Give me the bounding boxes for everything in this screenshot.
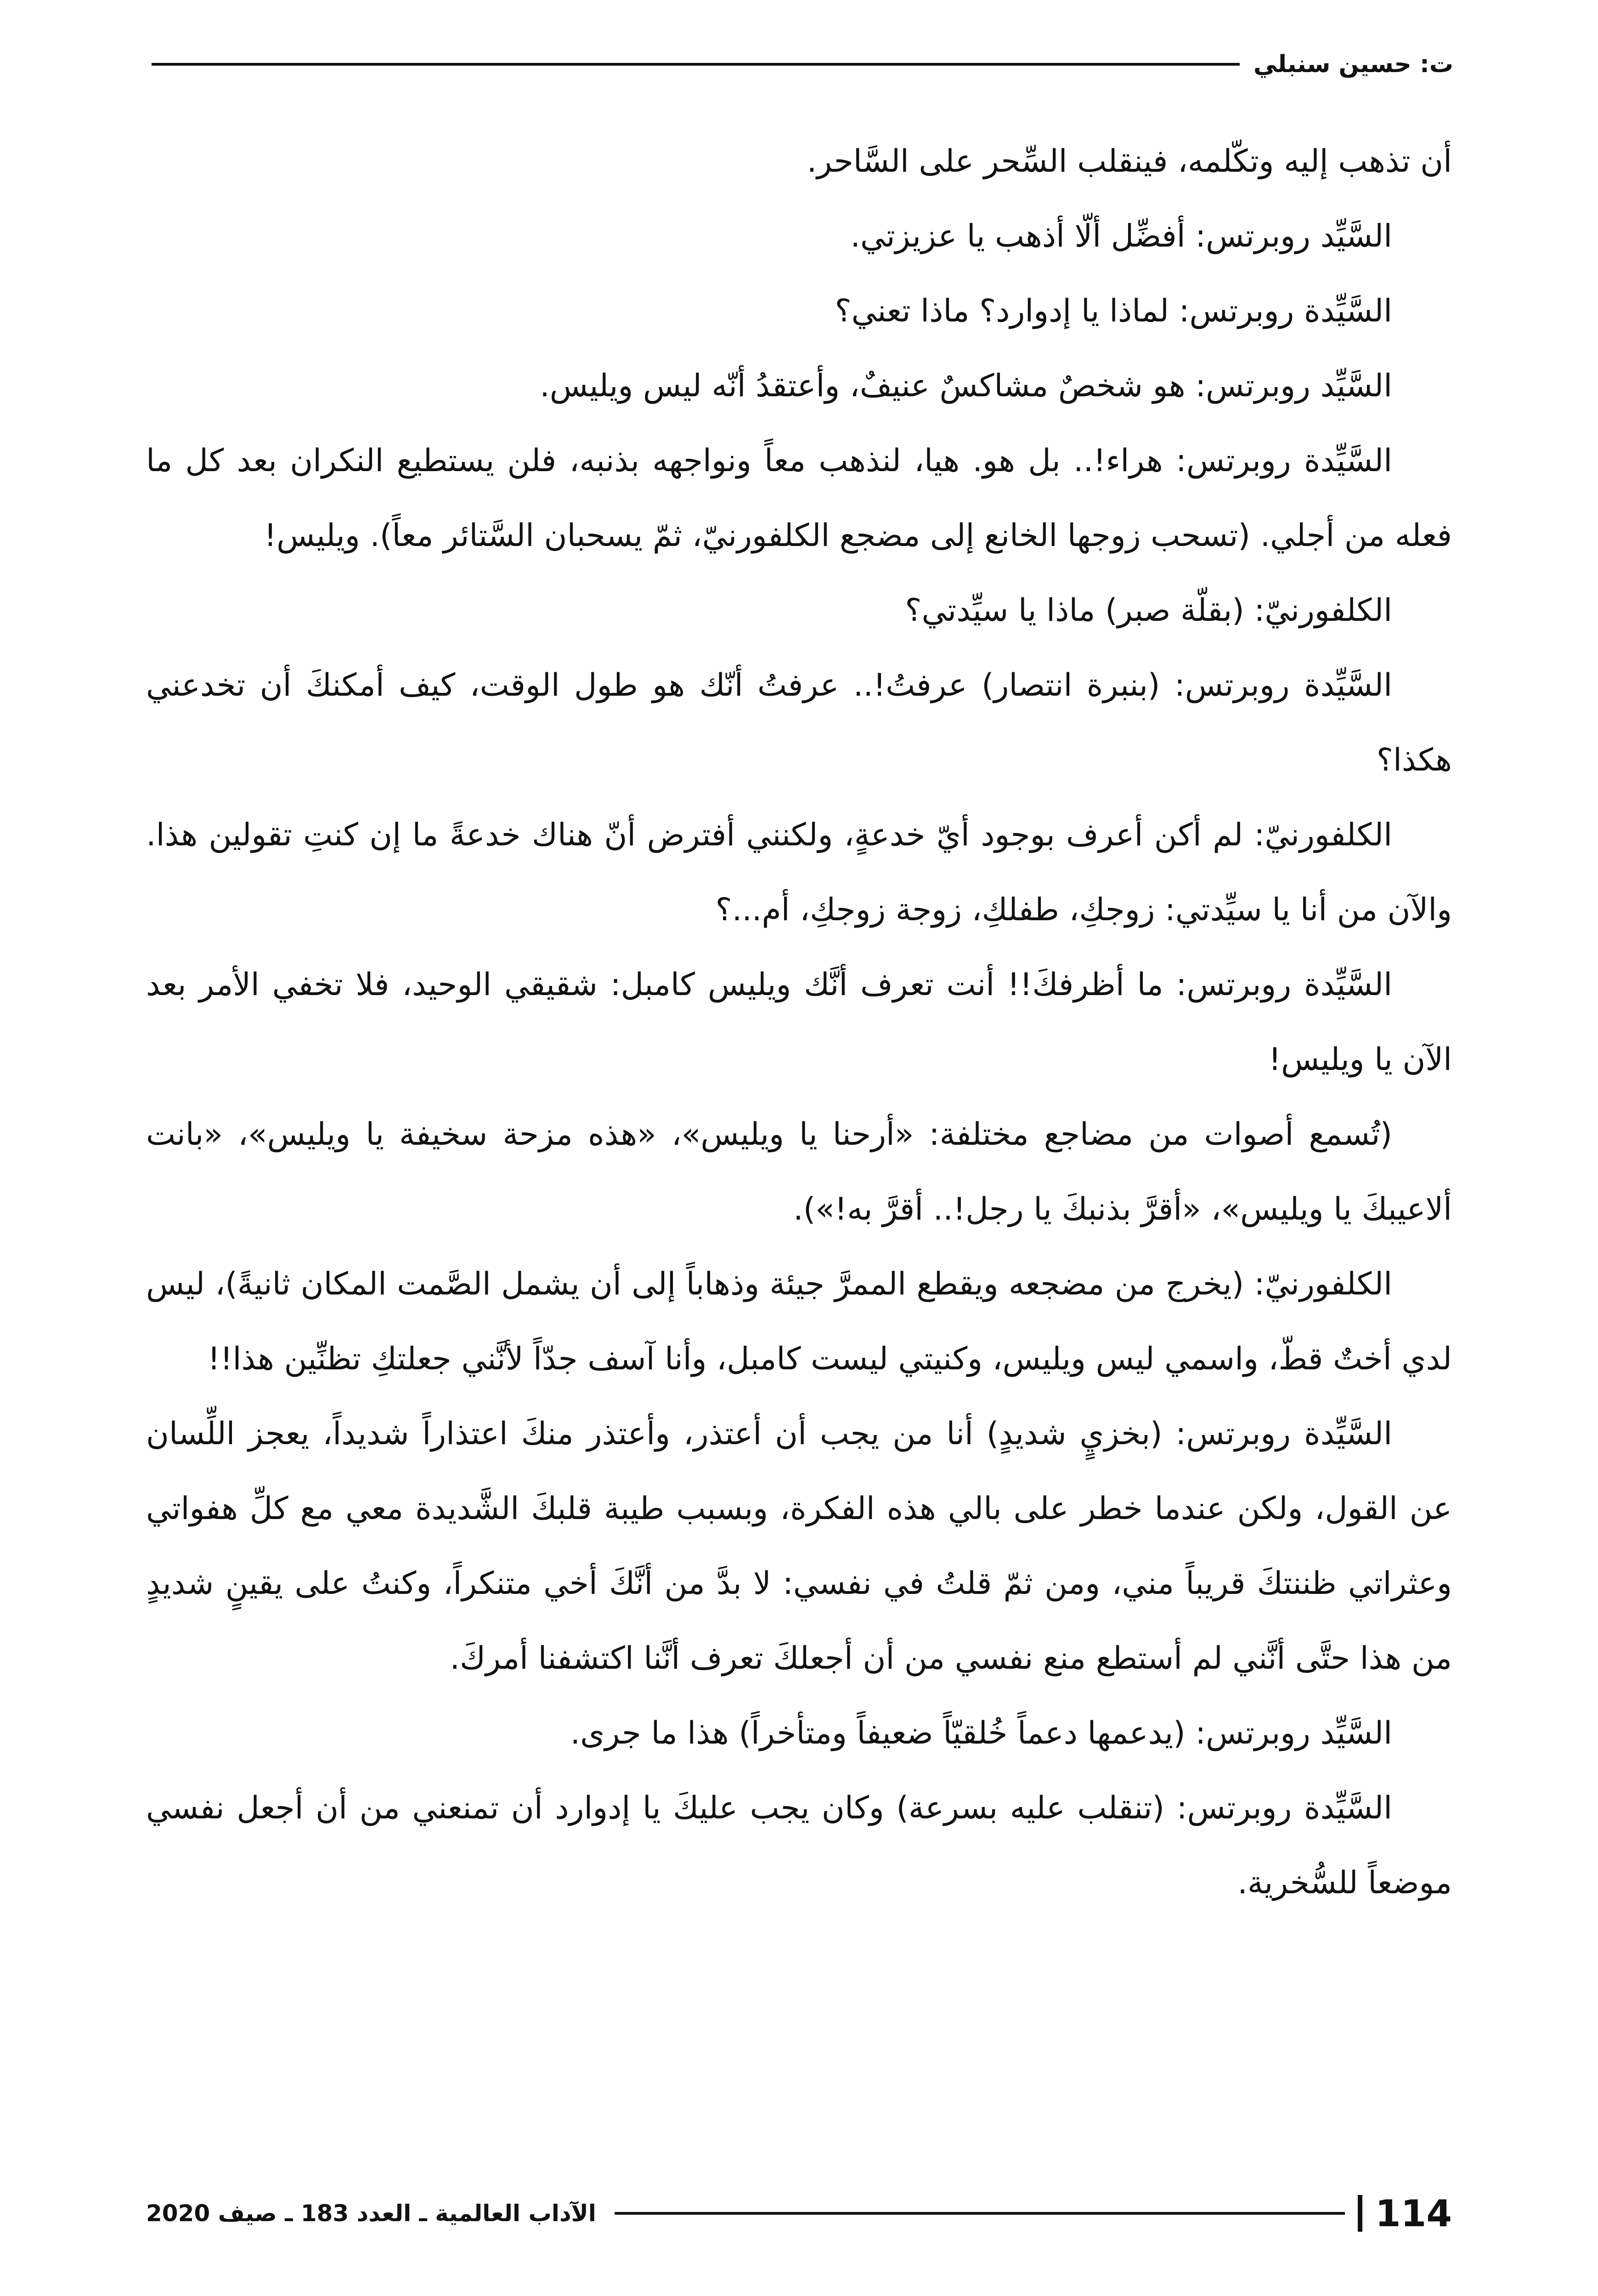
footer-rule [615,2212,1345,2215]
translator-name: ت: حسين سنبلي [1253,51,1453,78]
paragraph: السَّيِّدة روبرتس: (بخزيٍ شديدٍ) أنا من يجب أن أعتذر، وأعتذر منكَ اعتذاراً شديداً، يعجز اللِّسان عن القول، ولكن عندما خطر على بالي هذه الفكرة، وبسبب طيبة قلبكَ الشَّديدة معي مع كلِّ هفواتي وعثراتي ظننتكَ قريباً مني، ومن ثمّ قلتُ في نفسي: لا بدَّ من أنَّكَ أخي متنكراً، وكنتُ على يقينٍ شديدٍ من هذا حتَّى أنَّني لم أستطع منع نفسي من أن أجعلكَ تعرف أنَّنا اكتشفنا أمركَ. [146,1416,1452,1677]
body-text [146,124,1452,1920]
running-header [152,46,1453,83]
paragraph: أن تذهب إليه وتكّلمه، فينقلب السِّحر على السَّاحر. [807,143,1452,180]
paragraph: الكلفورنيّ: (يخرج من مضجعه ويقطع الممرَّ جيئة وذهاباً إلى أن يشمل الصَّمت المكان ثانيةً)، ليس لدي أختٌ قطّ، واسمي ليس ويليس، وكنيتي ليست كامبل، وأنا آسف جدّاً لأنَّني جعلتكِ تظنِّين هذا!! [146,1266,1452,1377]
paragraph: السَّيِّد روبرتس: أفضِّل ألّا أذهب يا عزيزتي. [850,218,1392,254]
paragraph: السَّيِّدة روبرتس: هراء!.. بل هو. هيا، لنذهب معاً ونواجهه بذنبه، فلن يستطيع النكران بعد كل ما فعله من أجلي. (تسحب زوجها الخانع إلى مضجع الكلفورنيّ، ثمّ يسحبان السَّتائر معاً). ويليس! [146,443,1452,554]
paragraph: السَّيِّدة روبرتس: لماذا يا إدوارد؟ ماذا تعني؟ [835,293,1392,329]
paragraph: السَّيِّدة روبرتس: (تنقلب عليه بسرعة) وكان يجب عليكَ يا إدوارد أن تمنعني من أن أجعل نفسي موضعاً للسُّخرية. [146,1790,1452,1901]
paragraph: السَّيِّدة روبرتس: (بنبرة انتصار) عرفتُ!.. عرفتُ أنّك هو طول الوقت، كيف أمكنكَ أن تخدعني هكذا؟ [146,667,1452,778]
page-number-divider [1358,2195,1362,2232]
paragraph: السَّيِّدة روبرتس: ما أظرفكَ!! أنت تعرف أنَّك ويليس كامبل: شقيقي الوحيد، فلا تخفي الأمر بعد الآن يا ويليس! [146,967,1452,1078]
journal-issue-info: الآداب العالمية ـ العدد 183 ـ صيف 2020 [146,2200,596,2227]
paragraph: الكلفورنيّ: لم أكن أعرف بوجود أيّ خدعةٍ، ولكنني أفترض أنّ هناك خدعةً ما إن كنتِ تقولين هذا. والآن من أنا يا سيِّدتي: زوجكِ، طفلكِ، زوجة زوجكِ، أم...؟ [146,817,1452,928]
paragraph: السَّيِّد روبرتس: (يدعمها دعماً خُلقيّاً ضعيفاً ومتأخراً) هذا ما جرى. [570,1715,1392,1751]
paragraph: (تُسمع أصوات من مضاجع مختلفة: «أرحنا يا ويليس»، «هذه مزحة سخيفة يا ويليس»، «بانت ألاعيبكَ يا ويليس»، «أقرَّ بذنبكَ يا رجل!.. أقرَّ به!»). [146,1116,1452,1227]
page-number: 114 [1375,2192,1452,2235]
running-footer [146,2190,1452,2236]
header-rule [152,63,1240,66]
paragraph: السَّيِّد روبرتس: هو شخصٌ مشاكسٌ عنيفٌ، وأعتقدُ أنّه ليس ويليس. [540,368,1392,404]
paragraph: الكلفورنيّ: (بقلّة صبر) ماذا يا سيِّدتي؟ [905,592,1392,629]
